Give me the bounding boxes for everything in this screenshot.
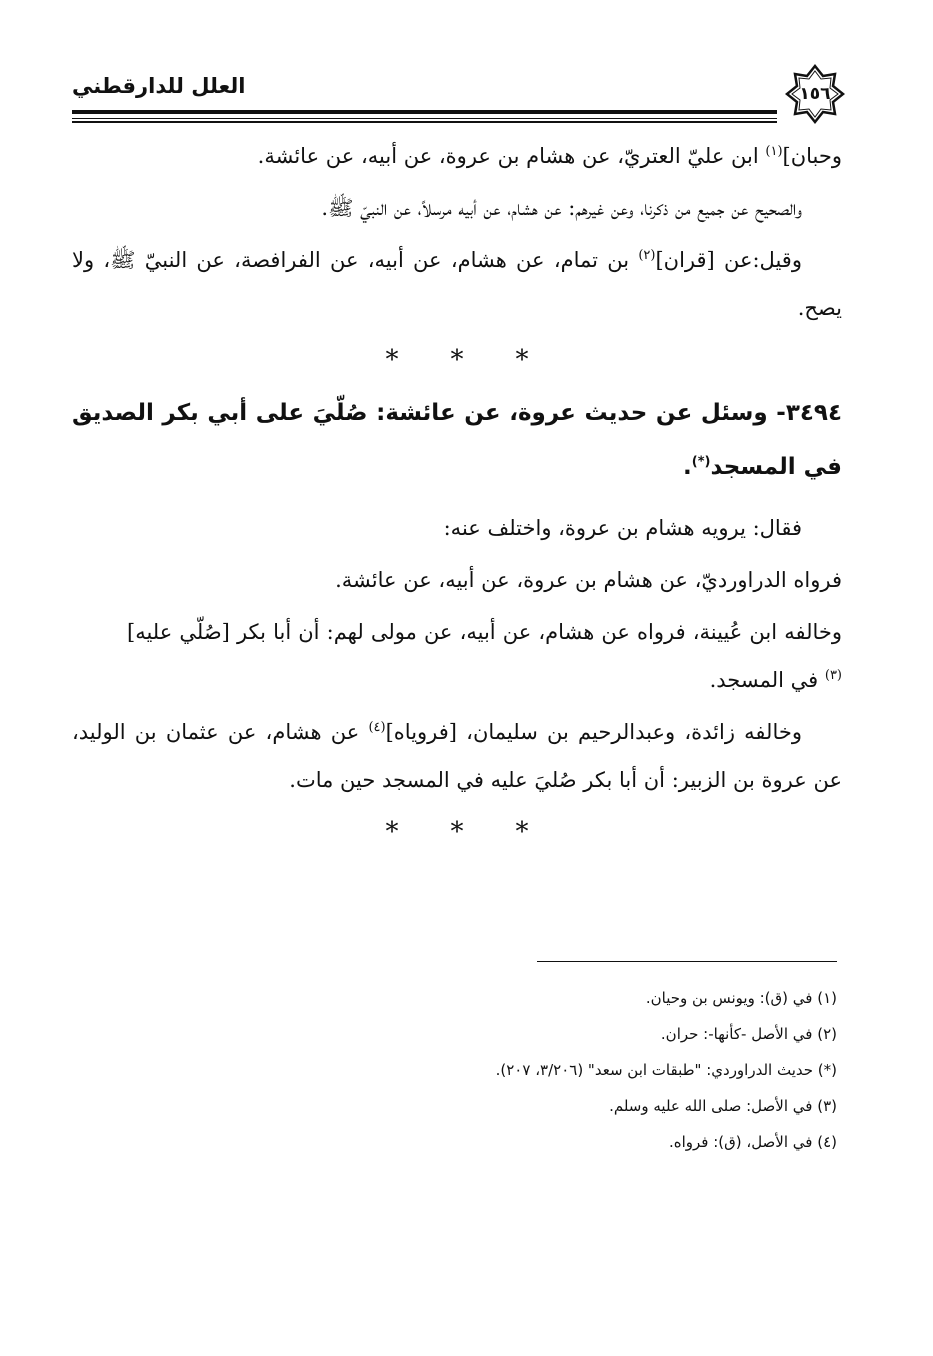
paragraph-3: وقيل:عن [قران]$^{(٢)}$ بن تمام، عن هشام، عن أبيه، عن الفرافصة، عن النبيّ ﷺ، ولا يصح.	[72, 248, 842, 320]
footnote-ref-4: (٤)	[368, 720, 386, 735]
footnote-3: (٣) في الأصل: صلى الله عليه وسلم.	[609, 1097, 837, 1115]
header-rule-bottom	[72, 121, 777, 123]
page-header	[72, 64, 847, 124]
footnote-2: (٢) في الأصل -كأنها-: حران.	[660, 1025, 837, 1043]
paragraph-6: وخالفه ابن عُيينة، فرواه عن هشام، عن أبيه، عن مولى لهم: أن أبا بكر [صُلّي عليه]$^{(٣)}$ في المسجد.	[127, 620, 842, 692]
footnote-rule	[537, 961, 837, 962]
header-rule-thin	[72, 118, 777, 119]
footnote-star: (*) حديث الدراوردي: "طبقات ابن سعد" (٣/٢٠٦، ٢٠٧).	[495, 1061, 837, 1079]
paragraph-2: والصحيح عن جميع من ذكرنا، وعن غيرهم: عن هشام، عن أبيه مرسلاً، عن النبيّ ﷺ.	[321, 196, 802, 220]
paragraph-7: وخالفه زائدة، وعبدالرحيم بن سليمان، [فروياه]$^{(٤)}$ عن هشام، عن عثمان بن الوليد، عن عروة بن الزبير: أن أبا بكر صُليَ عليه في المسجد حين مات.	[72, 720, 842, 792]
paragraph-4: فقال: يرويه هشام بن عروة، واختلف عنه:	[443, 516, 802, 540]
paragraph-5: فرواه الدراورديّ، عن هشام بن عروة، عن أبيه، عن عائشة.	[335, 568, 842, 592]
book-title: العلل للدارقطني	[72, 74, 246, 98]
section-heading: ٣٤٩٤- وسئل عن حديث عروة، عن عائشة: صُلّيَ على أبي بكر الصديق في المسجد(*).	[72, 400, 842, 480]
footnotes	[300, 980, 837, 1160]
section-separator-1: ***	[385, 345, 581, 375]
footnote-ref-star: (*)	[691, 454, 711, 470]
footnote-4: (٤) في الأصل، (ق): فرواه.	[668, 1133, 837, 1151]
main-text	[72, 132, 842, 858]
footnote-ref-1: (١)	[765, 144, 783, 159]
footnote-ref-3: (٣)	[824, 668, 842, 683]
footnote-1: (١) في (ق): ويونس بن وحيان.	[645, 989, 837, 1007]
section-separator-2: ***	[385, 817, 581, 847]
header-rule-thick	[72, 110, 777, 114]
paragraph-1: وحبان]$^{(١)}$ ابن عليّ العتريّ، عن هشام بن عروة، عن أبيه، عن عائشة.	[257, 144, 842, 168]
page-number-badge	[785, 64, 845, 124]
footnote-ref-2: (٢)	[638, 248, 656, 263]
page-number: ١٥٦	[799, 84, 831, 104]
